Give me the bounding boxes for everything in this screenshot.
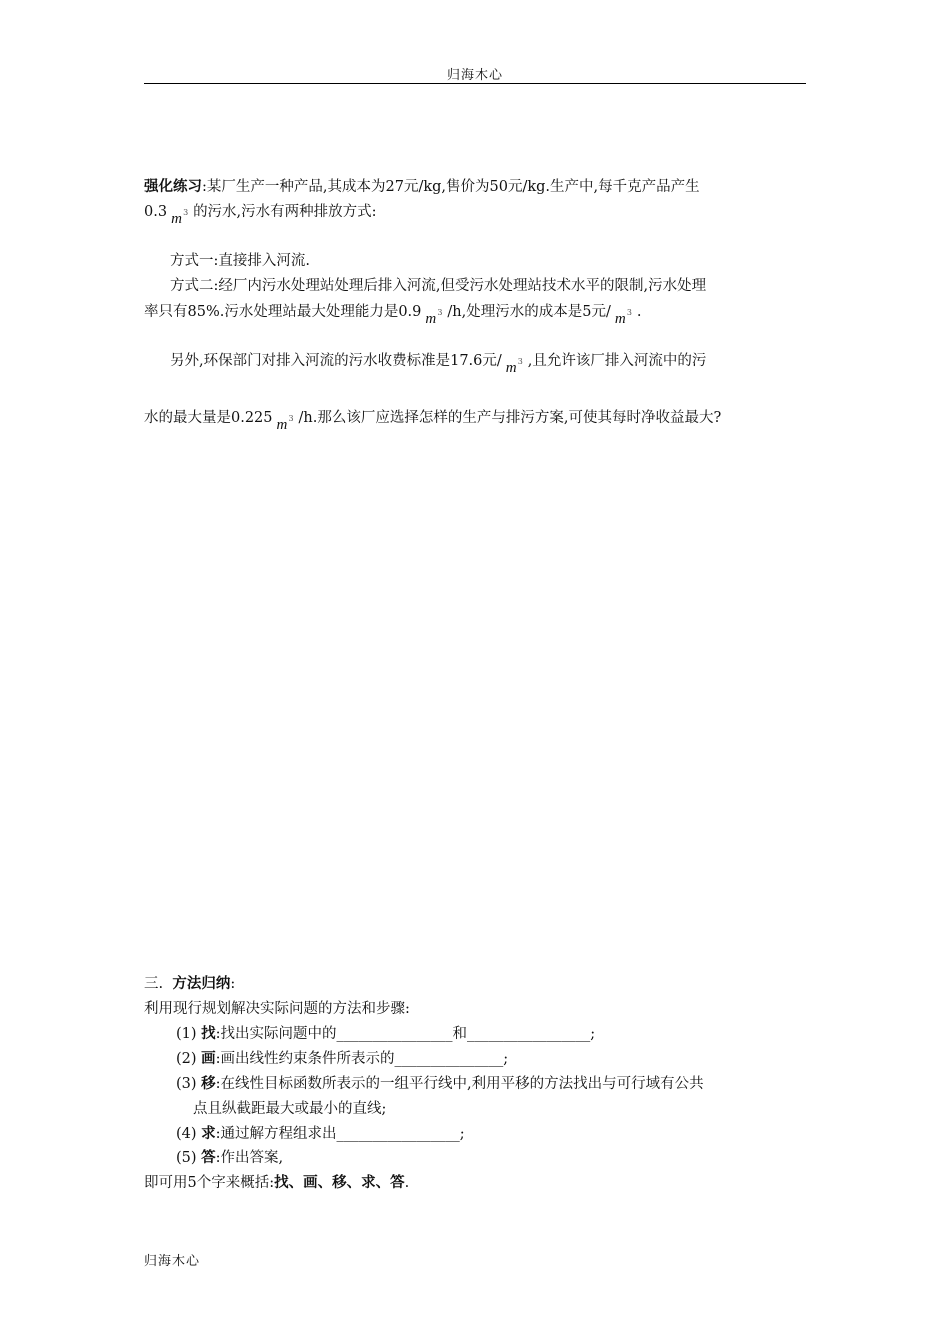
method-1: 方式一:直接排入河流.	[170, 253, 310, 269]
step-5-text: :作出答案,	[215, 1150, 284, 1166]
unit-base: m	[171, 211, 182, 227]
unit-base: m	[425, 311, 437, 327]
practice-text-2b: 的污水,污水有两种排放方式:	[193, 204, 377, 220]
practice-text-2a: 0.3	[144, 204, 168, 220]
unit-exp: 3	[437, 308, 443, 317]
step-4-number: (4)	[176, 1126, 197, 1142]
step-3-continuation: 点且纵截距最大或最小的直线;	[193, 1101, 387, 1117]
summary-title-colon: :	[230, 976, 236, 992]
unit-exp: 3	[626, 308, 632, 317]
conclusion-period: .	[404, 1175, 410, 1191]
summary-conclusion	[144, 1173, 409, 1193]
method-2-line-2	[144, 302, 642, 327]
step-5-keyword: 答	[201, 1150, 216, 1166]
unit-cubic-meter	[421, 302, 447, 327]
step-1-text: :找出实际问题中的________________和_________________;	[215, 1026, 596, 1042]
step-3-number: (3)	[176, 1076, 197, 1092]
practice-line-1	[144, 177, 700, 197]
method-2-line-1: 方式二:经厂内污水处理站处理后排入河流,但受污水处理站技术水平的限制,污水处理	[170, 278, 707, 294]
step-4-keyword: 求	[201, 1126, 216, 1142]
method-2-text-a: 率只有85%.污水处理站最大处理能力是0.9	[144, 304, 422, 320]
step-1	[176, 1024, 595, 1044]
method-2-text-c: .	[636, 304, 642, 320]
page-footer-text: 归海木心	[144, 1254, 201, 1269]
step-3	[176, 1074, 704, 1094]
step-4	[176, 1124, 465, 1144]
extra-line-2	[144, 408, 722, 433]
step-1-number: (1)	[176, 1026, 197, 1042]
unit-exp: 3	[183, 208, 189, 217]
practice-line-2	[144, 202, 377, 227]
summary-intro: 利用现行规划解决实际问题的方法和步骤:	[144, 1001, 410, 1017]
unit-cubic-meter	[167, 202, 193, 227]
practice-heading: 强化练习	[144, 179, 202, 195]
extra-line-1	[170, 351, 707, 376]
extra-text-1a: 另外,环保部门对排入河流的污水收费标准是17.6元/	[170, 353, 502, 369]
unit-exp: 3	[517, 357, 523, 366]
unit-cubic-meter	[611, 302, 637, 327]
conclusion-text: 即可用5个字来概括:	[144, 1175, 275, 1191]
header-divider	[144, 83, 806, 84]
step-4-text: :通过解方程组求出_________________;	[215, 1126, 465, 1142]
unit-base: m	[276, 417, 288, 433]
summary-title-number: 三.	[144, 976, 164, 992]
extra-text-1b: ,且允许该厂排入河流中的污	[527, 353, 707, 369]
unit-cubic-meter	[502, 351, 528, 376]
extra-text-2a: 水的最大量是0.225	[144, 410, 273, 426]
step-3-text: :在线性目标函数所表示的一组平行线中,利用平移的方法找出与可行域有公共	[215, 1076, 704, 1092]
method-2-text-b: /h,处理污水的成本是5元/	[447, 304, 611, 320]
extra-text-2b: /h.那么该厂应选择怎样的生产与排污方案,可使其每时净收益最大?	[298, 410, 722, 426]
unit-base: m	[614, 311, 626, 327]
unit-cubic-meter	[273, 408, 299, 433]
unit-base: m	[505, 360, 517, 376]
step-1-keyword: 找	[201, 1026, 216, 1042]
step-2-keyword: 画	[201, 1051, 216, 1067]
conclusion-keywords: 找、画、移、求、答	[274, 1175, 405, 1191]
step-2-text: :画出线性约束条件所表示的_______________;	[215, 1051, 509, 1067]
step-5-number: (5)	[176, 1150, 197, 1166]
practice-text-1: :某厂生产一种产品,其成本为27元/kg,售价为50元/kg.生产中,每千克产品产生	[202, 179, 700, 195]
page-header-title: 归海木心	[446, 68, 503, 83]
step-2	[176, 1049, 508, 1069]
step-2-number: (2)	[176, 1051, 197, 1067]
step-3-keyword: 移	[201, 1076, 216, 1092]
summary-title	[144, 974, 235, 994]
unit-exp: 3	[288, 414, 294, 423]
summary-title-text: 方法归纳	[172, 976, 231, 992]
step-5	[176, 1148, 283, 1168]
